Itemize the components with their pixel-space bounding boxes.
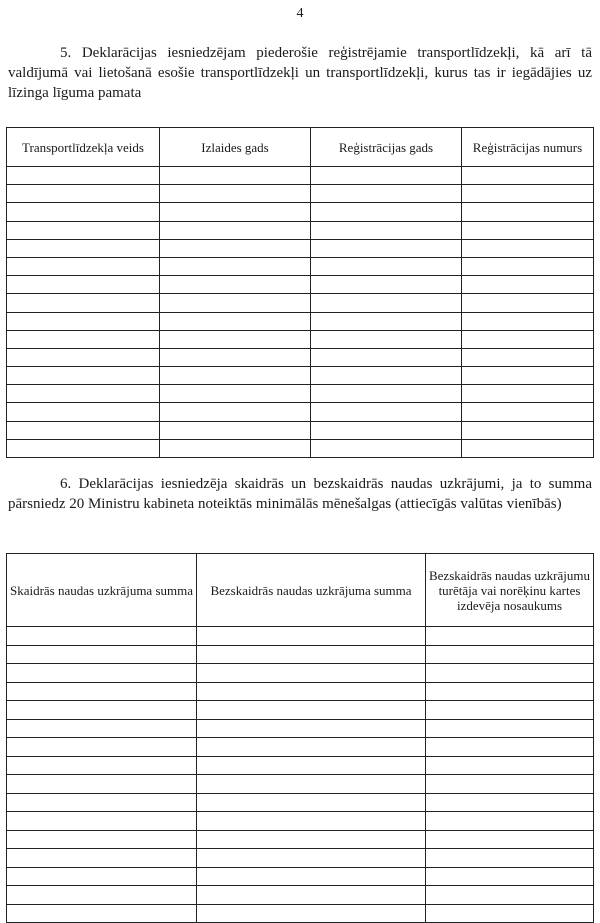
savings-table-row	[7, 830, 594, 849]
table-cell[interactable]	[311, 167, 462, 185]
table-cell[interactable]	[426, 849, 594, 868]
table-cell[interactable]	[7, 367, 160, 385]
vehicles-table-row	[7, 421, 594, 439]
col-header-registration-number: Reģistrācijas numurs	[462, 128, 594, 167]
table-cell[interactable]	[7, 775, 197, 794]
table-cell[interactable]	[160, 385, 311, 403]
table-cell[interactable]	[7, 664, 197, 683]
table-cell[interactable]	[7, 627, 197, 646]
table-cell[interactable]	[197, 867, 426, 886]
table-cell[interactable]	[462, 257, 594, 275]
savings-table-row	[7, 849, 594, 868]
table-cell[interactable]	[7, 403, 160, 421]
table-cell[interactable]	[426, 738, 594, 757]
table-cell[interactable]	[197, 775, 426, 794]
col-header-cash-savings: Skaidrās naudas uzkrājuma summa	[7, 554, 197, 627]
table-cell[interactable]	[311, 421, 462, 439]
table-cell[interactable]	[197, 701, 426, 720]
vehicles-table-row	[7, 367, 594, 385]
vehicles-table-body	[7, 167, 594, 458]
vehicles-table-row	[7, 439, 594, 457]
page-number: 4	[296, 6, 304, 21]
table-cell[interactable]	[7, 385, 160, 403]
table-cell[interactable]	[7, 257, 160, 275]
table-cell[interactable]	[197, 682, 426, 701]
table-cell[interactable]	[311, 348, 462, 366]
table-cell[interactable]	[197, 830, 426, 849]
vehicles-table-row	[7, 330, 594, 348]
table-cell[interactable]	[311, 367, 462, 385]
table-cell[interactable]	[197, 886, 426, 905]
table-cell[interactable]	[426, 719, 594, 738]
table-cell[interactable]	[7, 203, 160, 221]
table-cell[interactable]	[7, 812, 197, 831]
table-cell[interactable]	[462, 239, 594, 257]
table-cell[interactable]	[311, 294, 462, 312]
table-cell[interactable]	[426, 904, 594, 923]
table-cell[interactable]	[311, 439, 462, 457]
table-cell[interactable]	[462, 439, 594, 457]
savings-table-row	[7, 756, 594, 775]
table-cell[interactable]	[7, 276, 160, 294]
table-cell[interactable]	[7, 645, 197, 664]
table-cell[interactable]	[426, 793, 594, 812]
section-6-text: 6. Deklarācijas iesniedzēja skaidrās un bezskaidrās naudas uzkrājumi, ja to summa pārsniedz 20 Ministru kabineta noteiktās minimālās mēnešalgas (attiecīgās valūtas vienībās)	[8, 476, 592, 512]
table-cell[interactable]	[311, 276, 462, 294]
table-cell[interactable]	[7, 830, 197, 849]
table-cell[interactable]	[462, 203, 594, 221]
table-cell[interactable]	[197, 904, 426, 923]
table-cell[interactable]	[7, 330, 160, 348]
savings-table-row	[7, 793, 594, 812]
table-cell[interactable]	[426, 830, 594, 849]
table-cell[interactable]	[7, 185, 160, 203]
table-cell[interactable]	[7, 849, 197, 868]
table-cell[interactable]	[426, 775, 594, 794]
table-cell[interactable]	[462, 312, 594, 330]
table-cell[interactable]	[160, 312, 311, 330]
table-cell[interactable]	[7, 904, 197, 923]
table-cell[interactable]	[197, 849, 426, 868]
table-cell[interactable]	[7, 221, 160, 239]
savings-table-row	[7, 904, 594, 923]
savings-table-row	[7, 645, 594, 664]
table-cell[interactable]	[462, 294, 594, 312]
table-cell[interactable]	[197, 645, 426, 664]
table-cell[interactable]	[426, 886, 594, 905]
vehicles-table	[6, 127, 594, 458]
vehicles-table-row	[7, 348, 594, 366]
table-cell[interactable]	[160, 403, 311, 421]
section-5-heading	[8, 43, 592, 103]
table-cell[interactable]	[160, 439, 311, 457]
table-cell[interactable]	[462, 403, 594, 421]
savings-table-row	[7, 886, 594, 905]
table-cell[interactable]	[311, 203, 462, 221]
section-5-text: 5. Deklarācijas iesniedzējam piederošie reģistrējamie transportlīdzekļi, kā arī tā valdījumā vai lietošanā esošie transportlīdzekļi un transportlīdzekļi, kurus tas ir iegādājies uz līzinga līguma pamata	[8, 45, 592, 101]
vehicles-table-row	[7, 239, 594, 257]
section-6-heading	[8, 474, 592, 514]
table-cell[interactable]	[160, 276, 311, 294]
table-cell[interactable]	[462, 185, 594, 203]
table-cell[interactable]	[426, 867, 594, 886]
table-cell[interactable]	[426, 812, 594, 831]
savings-table-body	[7, 627, 594, 923]
vehicles-table-row	[7, 294, 594, 312]
savings-table-row	[7, 701, 594, 720]
table-cell[interactable]	[462, 167, 594, 185]
table-cell[interactable]	[160, 294, 311, 312]
table-cell[interactable]	[197, 756, 426, 775]
table-cell[interactable]	[311, 257, 462, 275]
savings-table-row	[7, 627, 594, 646]
table-cell[interactable]	[197, 812, 426, 831]
table-cell[interactable]	[426, 627, 594, 646]
vehicles-table-row	[7, 403, 594, 421]
table-cell[interactable]	[462, 221, 594, 239]
table-cell[interactable]	[160, 203, 311, 221]
table-cell[interactable]	[462, 276, 594, 294]
table-cell[interactable]	[197, 793, 426, 812]
table-cell[interactable]	[160, 367, 311, 385]
savings-table-row	[7, 775, 594, 794]
table-cell[interactable]	[311, 385, 462, 403]
col-header-noncash-savings: Bezskaidrās naudas uzkrājuma summa	[197, 554, 426, 627]
savings-table-row	[7, 867, 594, 886]
vehicles-table-row	[7, 276, 594, 294]
table-cell[interactable]	[7, 294, 160, 312]
table-cell[interactable]	[7, 312, 160, 330]
vehicles-table-row	[7, 185, 594, 203]
table-cell[interactable]	[7, 348, 160, 366]
table-cell[interactable]	[7, 793, 197, 812]
table-cell[interactable]	[311, 330, 462, 348]
table-cell[interactable]	[462, 348, 594, 366]
table-cell[interactable]	[462, 330, 594, 348]
col-header-holder-name: Bezskaidrās naudas uzkrājumu turētāja vai norēķinu kartes izdevēja nosaukums	[426, 554, 594, 627]
savings-table-row	[7, 812, 594, 831]
table-cell[interactable]	[311, 403, 462, 421]
table-cell[interactable]	[311, 221, 462, 239]
table-cell[interactable]	[7, 738, 197, 757]
vehicles-table-row	[7, 203, 594, 221]
savings-table-row	[7, 719, 594, 738]
table-cell[interactable]	[160, 348, 311, 366]
col-header-registration-year: Reģistrācijas gads	[311, 128, 462, 167]
savings-table-row	[7, 682, 594, 701]
vehicles-table-row	[7, 167, 594, 185]
savings-table-row	[7, 664, 594, 683]
table-cell[interactable]	[311, 312, 462, 330]
savings-table-header-row	[7, 554, 594, 627]
table-cell[interactable]	[426, 682, 594, 701]
table-cell[interactable]	[197, 627, 426, 646]
table-cell[interactable]	[160, 221, 311, 239]
col-header-vehicle-type: Transportlīdzekļa veids	[7, 128, 160, 167]
table-cell[interactable]	[7, 421, 160, 439]
table-cell[interactable]	[311, 239, 462, 257]
table-cell[interactable]	[197, 719, 426, 738]
table-cell[interactable]	[160, 185, 311, 203]
vehicles-table-row	[7, 257, 594, 275]
table-cell[interactable]	[426, 664, 594, 683]
table-cell[interactable]	[426, 701, 594, 720]
table-cell[interactable]	[160, 330, 311, 348]
table-cell[interactable]	[7, 756, 197, 775]
col-header-production-year: Izlaides gads	[160, 128, 311, 167]
table-cell[interactable]	[7, 701, 197, 720]
vehicles-table-header-row	[7, 128, 594, 167]
table-cell[interactable]	[7, 719, 197, 738]
table-cell[interactable]	[160, 257, 311, 275]
savings-table	[6, 553, 594, 923]
table-cell[interactable]	[462, 367, 594, 385]
vehicles-table-row	[7, 221, 594, 239]
table-cell[interactable]	[7, 239, 160, 257]
table-cell[interactable]	[197, 738, 426, 757]
table-cell[interactable]	[426, 756, 594, 775]
table-cell[interactable]	[311, 185, 462, 203]
vehicles-table-row	[7, 312, 594, 330]
table-cell[interactable]	[160, 167, 311, 185]
table-cell[interactable]	[197, 664, 426, 683]
table-cell[interactable]	[7, 439, 160, 457]
table-cell[interactable]	[462, 421, 594, 439]
table-cell[interactable]	[7, 682, 197, 701]
table-cell[interactable]	[426, 645, 594, 664]
vehicles-table-row	[7, 385, 594, 403]
table-cell[interactable]	[160, 239, 311, 257]
savings-table-row	[7, 738, 594, 757]
table-cell[interactable]	[7, 886, 197, 905]
table-cell[interactable]	[7, 167, 160, 185]
table-cell[interactable]	[160, 421, 311, 439]
table-cell[interactable]	[462, 385, 594, 403]
table-cell[interactable]	[7, 867, 197, 886]
